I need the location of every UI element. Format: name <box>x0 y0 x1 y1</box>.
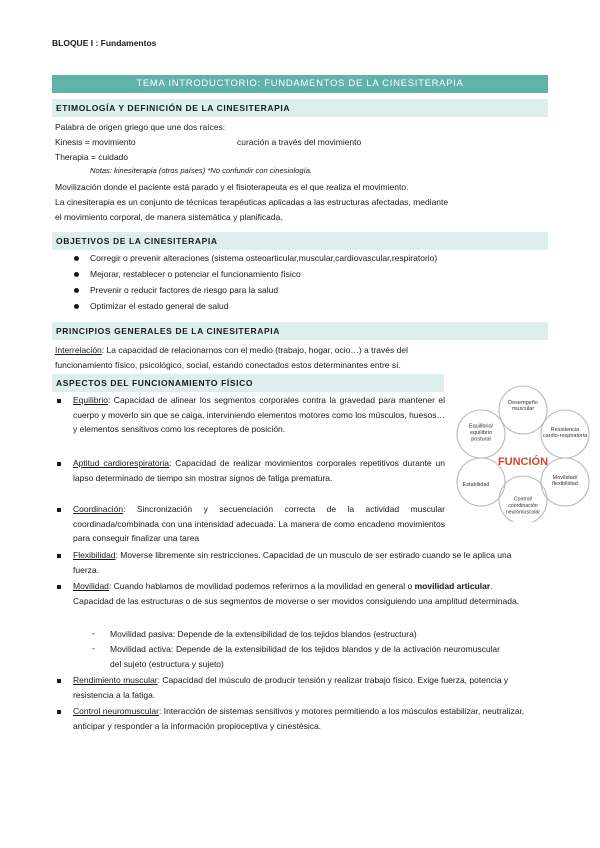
node-label-top-left: Equilibrio/ equilibrio postural <box>468 423 494 443</box>
etimologia-note: Notas: kinesiterapia (otros países) *No confundir con cinesiología. <box>90 166 313 175</box>
function-diagram <box>448 382 598 522</box>
objetivo-item: Mejorar, restablecer o potenciar el funcionamiento físico <box>90 269 301 279</box>
equilibrio-text: : Capacidad de alinear los segmentos corporales contra la gravedad para mantener el cuerpo y moverlo sin que se caiga, interviniendo elementos motores como los músculos, huesos… y elementos sensitivos como los receptores de posición. <box>73 395 445 435</box>
topic-banner: TEMA INTRODUCTORIO: FUNDAMENTOS DE LA CINESITERAPIA <box>52 75 548 93</box>
definition-line1: La cinesiterapia es un conjunto de técnicas terapéuticas aplicadas a las estructuras afectadas, mediante <box>55 197 449 207</box>
equilibrio-term: Equilibrio <box>73 395 108 405</box>
section-aspectos-title: ASPECTOS DEL FUNCIONAMIENTO FÍSICO <box>52 374 444 392</box>
rendimiento-item <box>73 673 529 702</box>
coordinacion-term: Coordinación <box>73 504 124 514</box>
rendimiento-term: Rendimiento muscular <box>73 675 158 685</box>
node-label-top-right: Resistencia cardio-respiratoria <box>542 426 588 440</box>
movilidad-activa: Movilidad activa: Depende de la extensibilidad de los tejidos blandos y de la activación neuromuscular del sujeto (estructura y sujeto) <box>110 644 500 669</box>
bullet-dot <box>74 272 79 277</box>
control-term: Control neuromuscular <box>73 706 159 716</box>
objetivo-item: Optimizar el estado general de salud <box>90 301 229 311</box>
node-label-right: Movilidad/ flexibilidad <box>552 474 578 488</box>
coordinacion-text: : Sincronización y secuenciación correcta de la actividad muscular coordinada/combinada con una intensidad adecuada. La manera de como encadeno movimientos para conseguir finalizar una tarea <box>73 504 445 544</box>
diagram-center-label: FUNCIÓN <box>497 456 549 468</box>
node-label-left: Estabilidad <box>462 482 490 488</box>
bullet-square <box>57 508 61 512</box>
bullet-square <box>57 585 61 589</box>
bullet-dot <box>74 288 79 293</box>
movilidad-pasiva: Movilidad pasiva: Depende de la extensibilidad de los tejidos blandos (estructura) <box>110 629 417 639</box>
aptitud-term: Aptitud cardiorespiratoria <box>73 458 170 468</box>
bullet-square <box>57 462 61 466</box>
flexibilidad-item <box>73 548 529 577</box>
movilidad-term: Movilidad <box>73 581 109 591</box>
bullet-square <box>57 679 61 683</box>
bullet-square <box>57 554 61 558</box>
rendimiento-text: : Capacidad del músculo de producir tensión y realizar trabajo físico. Exige fuerza, potencia y resistencia a la fatiga. <box>73 675 509 700</box>
aptitud-item <box>73 456 445 485</box>
control-text: : Interacción de sistemas sensitivos y motores permitiendo a los músculos estabilizar, neutralizar, anticipar y responder a la información propioceptiva y cinestésica. <box>73 706 525 731</box>
flexibilidad-text: : Moverse libremente sin restricciones. Capacidad de un musculo de ser estirado cuando se le aplica una fuerza. <box>73 550 512 575</box>
bullet-square <box>57 710 61 714</box>
bullet-square <box>57 399 61 403</box>
principios-text1: : La capacidad de relacionarnos con el medio (trabajo, hogar, ocio…) a través del <box>101 345 408 355</box>
section-etimologia-title: ETIMOLOGÍA Y DEFINICIÓN DE LA CINESITERAPIA <box>52 99 548 117</box>
flexibilidad-term: Flexibilidad <box>73 550 116 560</box>
aptitud-text: : Capacidad de realizar movimientos corporales repetitivos durante un lapso determinado de tiempo sin mostrar signos de fatiga prematura. <box>73 458 446 483</box>
node-label-bottom: Control/ coordinación neuromuscular <box>505 496 541 516</box>
movilizacion-line: Movilización donde el paciente está parado y el fisioterapeuta es el que realiza el movimiento. <box>55 182 409 192</box>
movilidad-item <box>73 579 529 608</box>
section-objetivos-title: OBJETIVOS DE LA CINESITERAPIA <box>52 232 548 250</box>
interrelacion-term: Interrelación <box>55 345 102 355</box>
dash-bullet: - <box>92 643 95 653</box>
node-label-top: Desempeño muscular <box>508 399 538 413</box>
bullet-dot <box>74 304 79 309</box>
movilidad-text-a: : Cuando hablamos de movilidad podemos referirnos a la movilidad en general o <box>108 581 415 591</box>
block-label: BLOQUE I : Fundamentos <box>52 38 157 48</box>
bullet-dot <box>74 256 79 261</box>
therapia-line: Therapia = cuidado <box>55 152 129 162</box>
objetivo-item: Corregir o prevenir alteraciones (sistema osteoarticular,muscular,cardiovascular,respiratorio) <box>90 253 438 263</box>
movilidad-text-b: . Capacidad de las estructuras o de sus segmentos de moverse o ser movidos consiguiendo una amplitud determinada. <box>73 581 520 606</box>
movilidad-articular: movilidad articular <box>414 581 491 591</box>
principios-line2: funcionamiento físico, psicológico, social, estando conectados estos determinantes entre sí. <box>55 360 401 370</box>
control-item <box>73 704 529 733</box>
dash-bullet: - <box>92 628 95 638</box>
section-principios-title: PRINCIPIOS GENERALES DE LA CINESITERAPIA <box>52 322 548 340</box>
etimologia-line1: Palabra de origen griego que une dos raíces: <box>55 122 226 132</box>
definition-short: curación a través del movimiento <box>237 137 362 147</box>
kinesis-line: Kinesis = movimiento <box>55 137 136 147</box>
objetivo-item: Prevenir o reducir factores de riesgo para la salud <box>90 285 279 295</box>
coordinacion-item <box>73 502 445 546</box>
definition-line2: el movimiento corporal, de manera sistemática y planificada. <box>55 212 283 222</box>
principios-line1 <box>55 343 408 357</box>
equilibrio-item <box>73 393 445 437</box>
